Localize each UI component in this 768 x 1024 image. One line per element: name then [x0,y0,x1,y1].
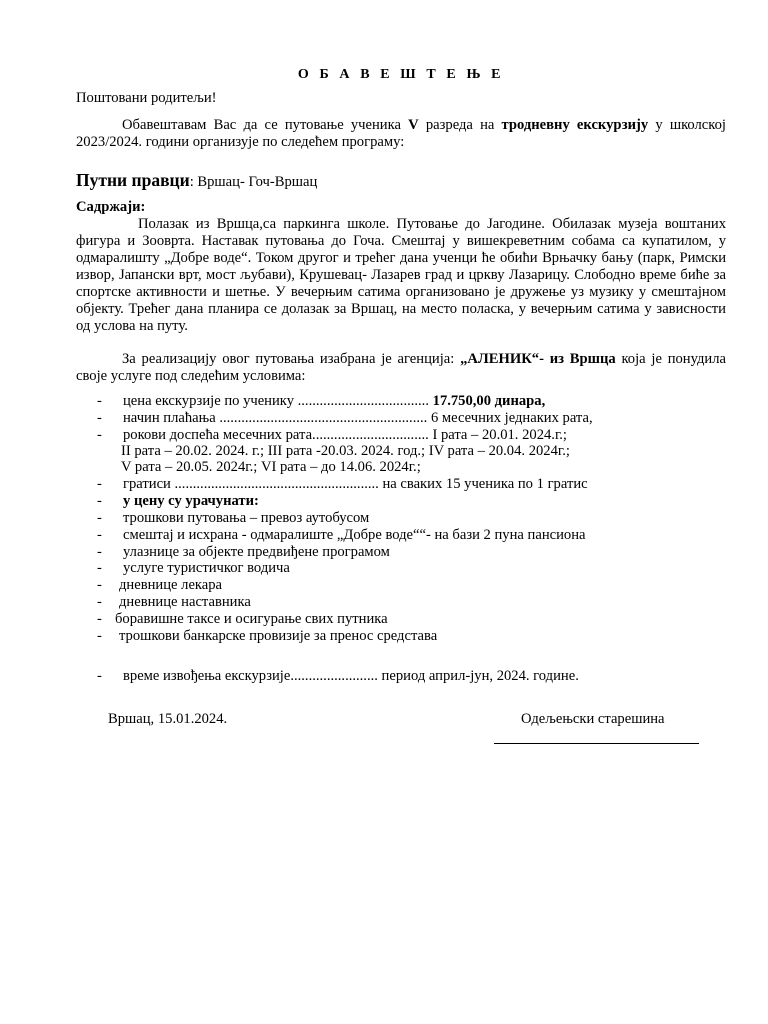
signature-label: Одељењски старешина [521,711,665,727]
content-paragraph [76,216,726,335]
place-date: Вршац, 15.01.2024. [108,711,228,727]
condition-due-dates: - рокови доспећа месечних рата................................ I рата – 20.01. 2024.г.; [97,427,567,443]
condition-due-dates-3: V рата – 20.05. 2024г.; VI рата – до 14.06. 2024г.; [121,459,421,475]
condition-free-places: - гратиси ........................................................ на сваких 15 ученика по 1 гратис [97,476,588,492]
agency-text-1: За реализацију овог путовања изабрана је агенција: [122,351,461,367]
content-text: Полазак из Вршца,са паркинга школе. Путовање до Јагодине. Обилазак музеја воштаних фигура и Зоовртa. Наставак путовања до Гоча. Смештај у вишекреветним собама са купатилом, у одмаралишту „Добре воде“. Током другог и трећег дана ученци ће обићи Врњачку бању (парк, Римски извор, Јапански врт, мост љубави), Крушевац- Лазарев град и цркву Лазарицу. Слободно време биће за спортске активности и шетње. У вечерњим сатима организовано је дружење уз музику у смештајном објекту. Трећег дана планира се долазак за Вршац, на место поласка, у вечерњим сатима у зависности од услова на путу. [76,216,726,334]
agency-paragraph [76,351,726,385]
document-title: О Б А В Е Ш Т Е Њ Е [297,67,505,82]
intro-grade: V [408,117,419,133]
content-label: Садржаји: [76,199,146,215]
intro-paragraph [76,117,726,151]
included-item: - дневнице наставника [97,594,251,610]
included-item: - услуге туристичког водича [97,560,290,576]
route-label: Путни правци [76,170,190,190]
agency-name: „АЛЕНИК“- из Вршца [460,351,616,367]
condition-due-dates-2: II рата – 20.02. 2024. г.; III рата -20.03. 2024. год.; IV рата – 20.04. 2024г.; [121,443,570,459]
greeting: Поштовани родитељи! [76,90,217,106]
included-item: - смештај и исхрана - одмаралиште „Добре воде““- на бази 2 пуна пансиона [97,527,586,543]
condition-period: - време извођења екскурзије........................ период април-јун, 2024. године. [97,668,579,684]
intro-trip: тродневну екскурзију [501,117,649,133]
route-value: : Вршац- Гоч-Вршац [189,174,318,190]
included-item: - улазнице за објекте предвиђене програмом [97,544,390,560]
signature-line [494,743,699,744]
condition-price: - цена екскурзије по ученику .................................... 17.750,00 динара, [97,393,546,409]
price-value: 17.750,00 динара, [432,393,546,409]
included-item: - боравишне таксе и осигурање свих путника [97,611,388,627]
included-label: - у цену су урачунати: [97,493,259,509]
included-item: - дневнице лекара [97,577,223,593]
route-line [76,170,317,192]
intro-text-3: у школској 2023/2024. години организује по следећем програму: [76,117,726,150]
included-item: - трошкови путовања – превоз аутобусом [97,510,370,526]
intro-text-1: Обавештавам Вас да се путовање ученика [122,117,409,133]
condition-payment: - начин плаћања ......................................................... 6 месечних једнаких рата, [97,410,593,426]
agency-text-2: која је понудила своје услуге под следећим условима: [76,351,726,384]
intro-text-2: разреда на [418,117,502,133]
included-item: - трошкови банкарске провизије за пренос средстава [97,628,438,644]
